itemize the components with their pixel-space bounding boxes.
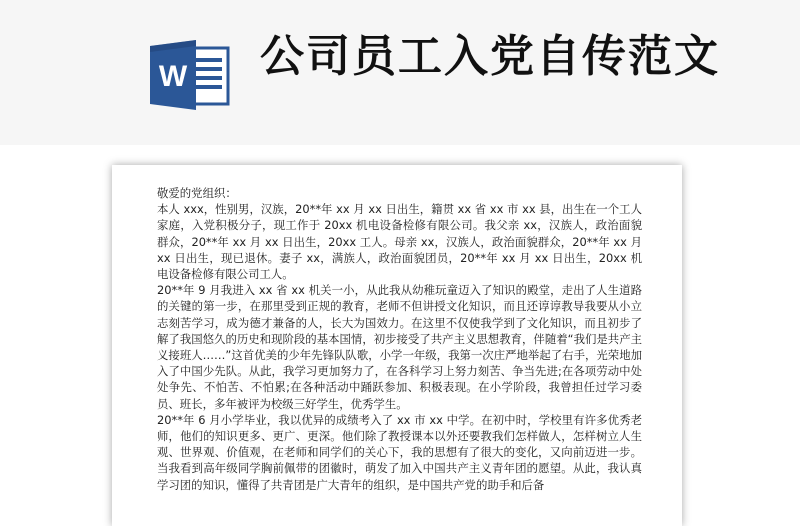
paragraph-3: 20**年 6 月小学毕业，我以优异的成绩考入了 xx 市 xx 中学。在初中时，学校里有许多优秀老师，他们的知识更多、更广、更深。他们除了教授课本以外还要教我们怎样做人，怎样树立人生观、世界观、价值观，在老师和同学们的关心下，我的思想有了很大的变化，又向前迈进一步。当我看到高年级同学胸前佩带的团徽时，萌发了加入中国共产主义青年团的愿望。从此，我认真学习团的知识，懂得了共青团是广大青年的组织，是中国共产党的助手和后备: [157, 412, 642, 492]
paragraph-2: 20**年 9 月我进入 xx 省 xx 机关一小，从此我从幼稚玩童迈入了知识的殿堂，走出了人生道路的关键的第一步，在那里受到正规的教育，老师不但讲授文化知识，而且还谆谆教导我要从小立志刻苦学习，成为德才兼备的人，长大为国效力。在这里不仅使我学到了文化知识，而且初步了解了我国悠久的历史和现阶段的基本国情，初步接受了共产主义思想教育，伴随着“我们是共产主义接班人……”这首优美的少年先锋队队歌，小学一年级，我第一次庄严地举起了右手，光荣地加入了中国少先队。从此，我学习更加努力了，在各科学习上努力刻苦、争当先进;在各项劳动中处处争先、不怕苦、不怕累;在各种活动中踊跃参加、积极表现。在小学阶段，我曾担任过学习委员、班长，多年被评为校级三好学生，优秀学生。: [157, 283, 642, 411]
header-banner: [0, 0, 800, 145]
document-page: [112, 165, 682, 526]
paragraph-1: 本人 xxx，性别男，汉族，20**年 xx 月 xx 日出生，籍贯 xx 省 xx 市 xx 县，出生在一个工人家庭，入党积极分子，现工作于 20xx 机电设备检修有限公司。我父亲 xx，汉族人，政治面貌群众，20**年 xx 月 xx 日出生，20xx 工人。母亲 xx，汉族人，政治面貌群众，20**年 xx 月 xx 日出生，现已退休。妻子 xx，满族人，政治面貌团员，20**年 xx 月 xx 日出生，20xx 机电设备检修有限公司工人。: [157, 202, 642, 282]
svg-text:W: W: [158, 60, 188, 93]
document-body: [157, 185, 642, 493]
word-doc-icon: [148, 40, 232, 110]
document-title: 公司员工入党自传范文: [260, 31, 720, 82]
salutation: 敬爱的党组织：: [157, 186, 237, 200]
